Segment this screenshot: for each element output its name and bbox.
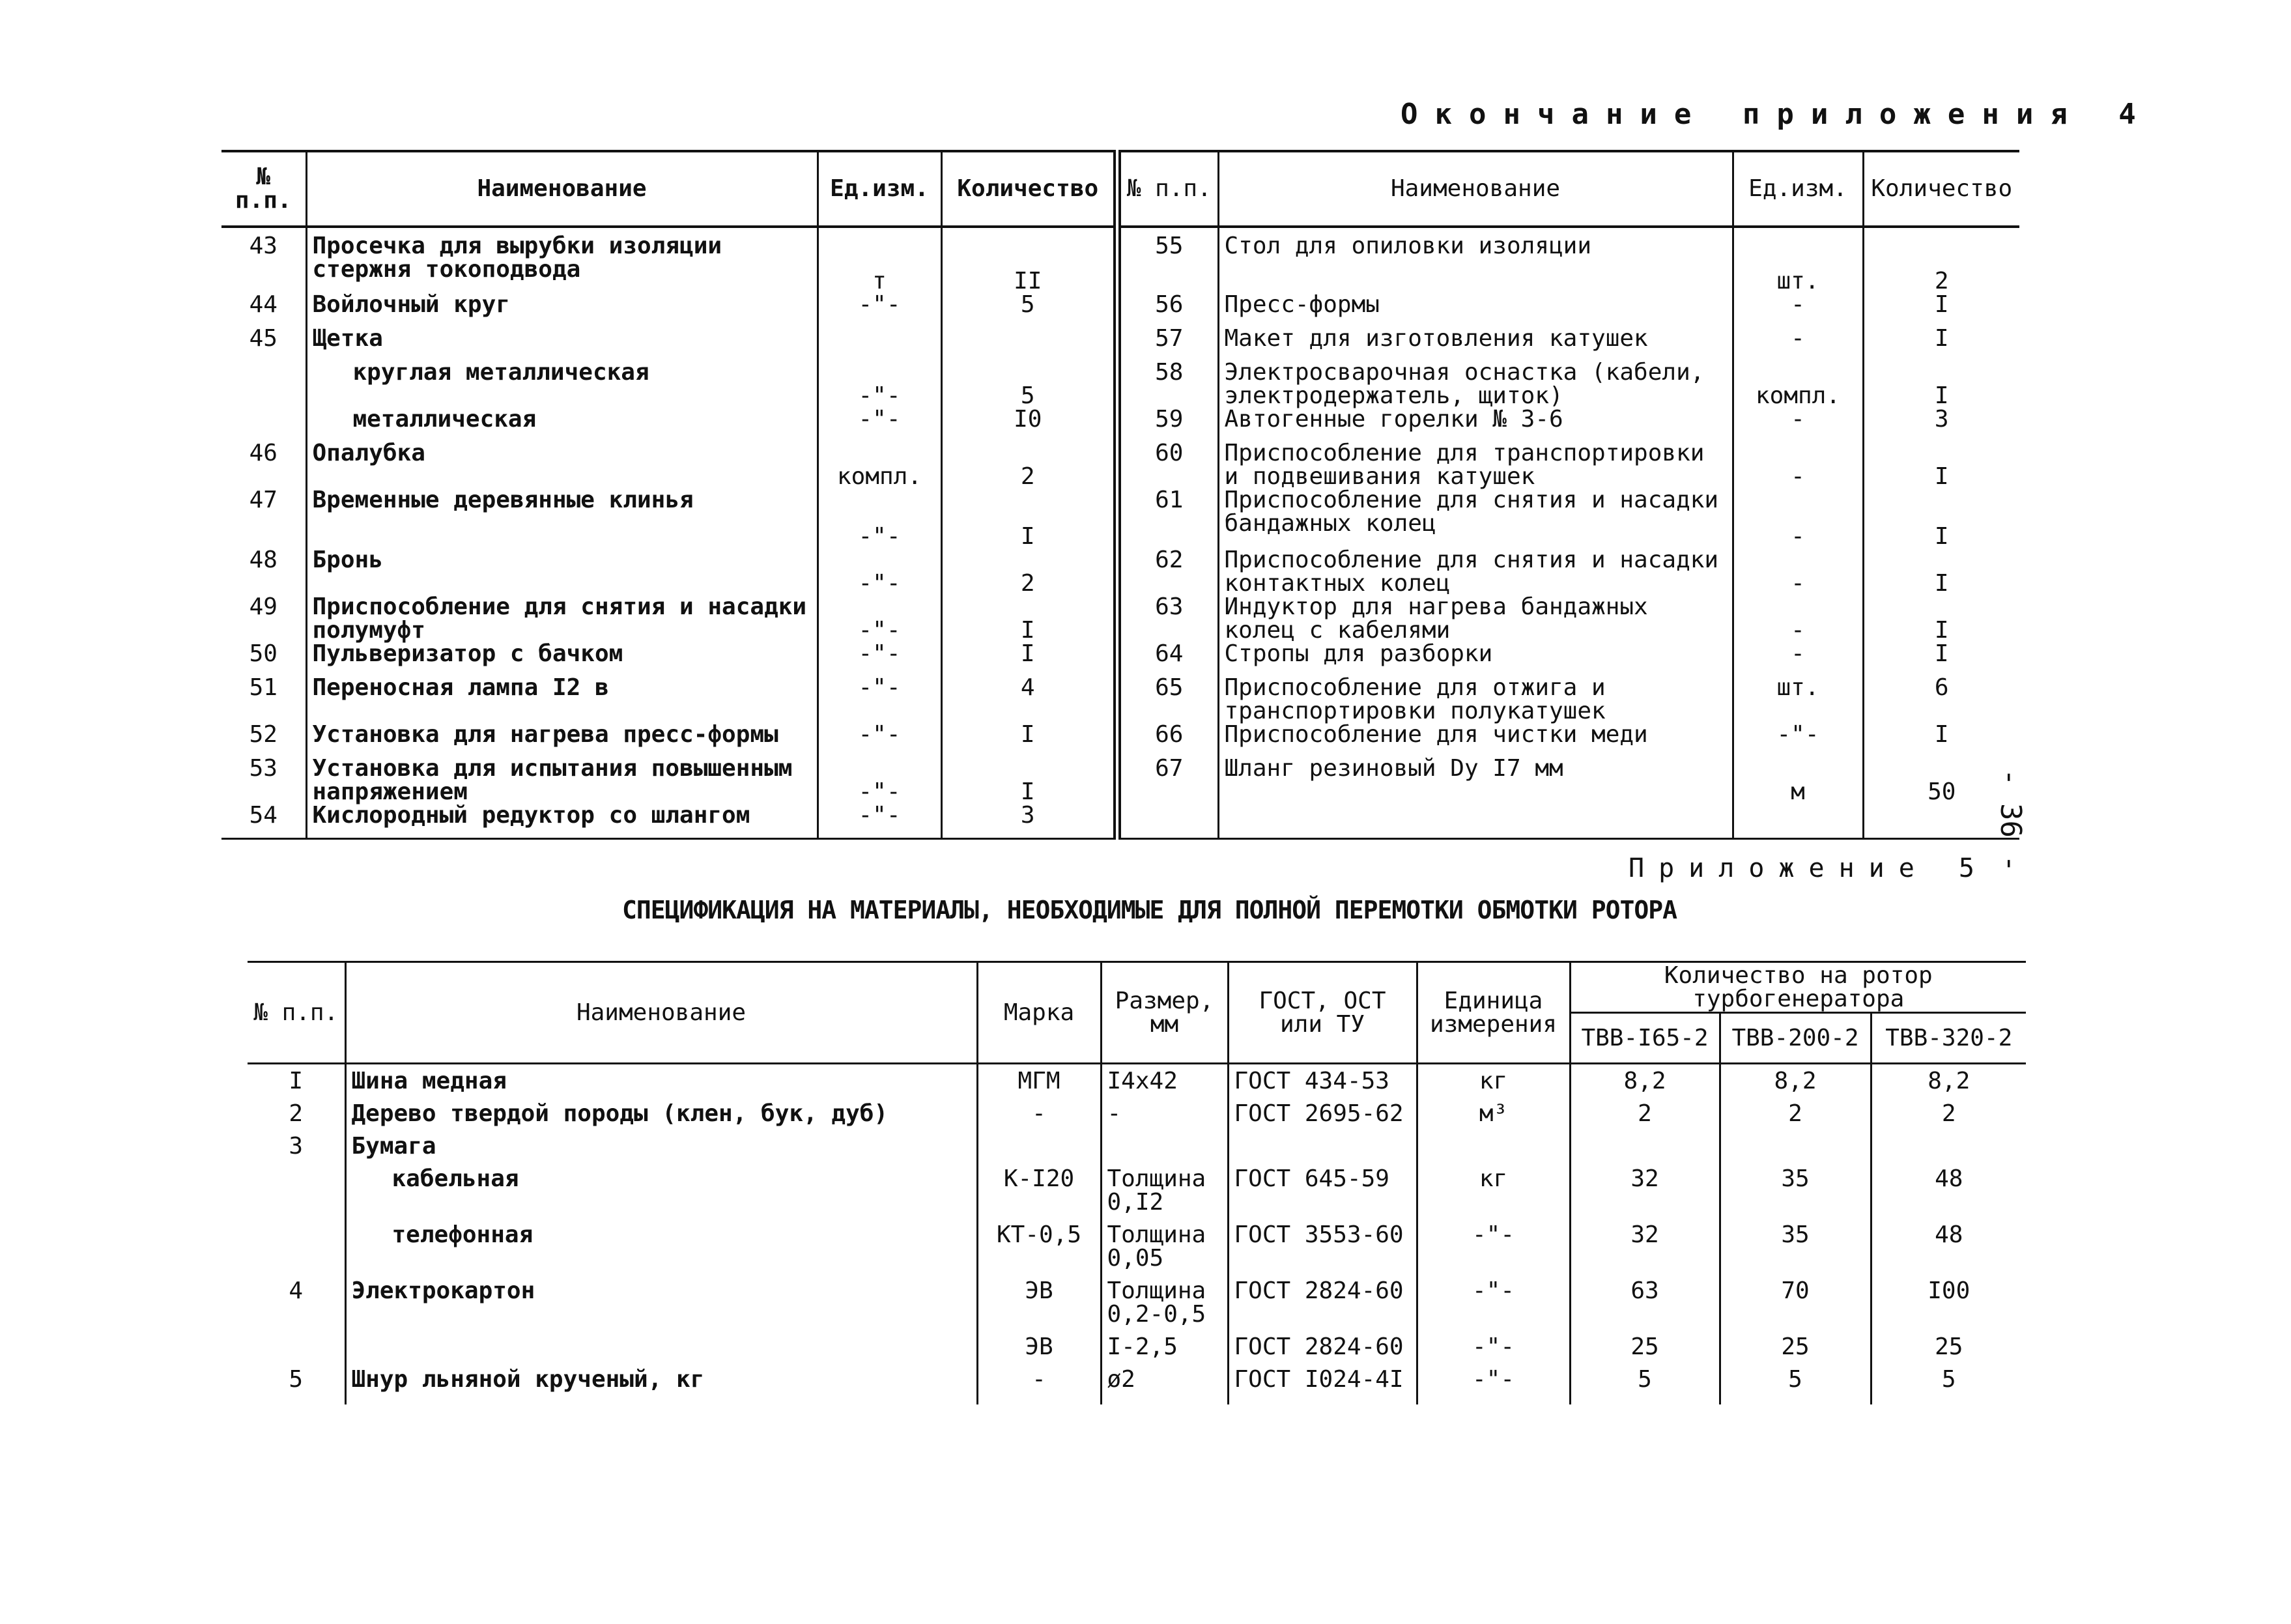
item-unit	[818, 327, 941, 361]
table-row	[221, 676, 2019, 723]
item-name: Индуктор для нагрева бандажных колец с кабелями	[1218, 595, 1733, 642]
item-number: 57	[1117, 327, 1218, 361]
material-brand: -	[977, 1368, 1101, 1404]
item-number: 44	[249, 291, 277, 318]
material-name	[345, 1335, 977, 1368]
item-unit: -	[1733, 408, 1863, 442]
item-number: 46	[249, 440, 277, 466]
table-row	[248, 1223, 2026, 1279]
item-quantity: I	[1863, 442, 2019, 489]
qty-tvv-165: 2	[1570, 1102, 1720, 1135]
item-number: 60	[1117, 442, 1218, 489]
item-name: Установка для нагрева пресс-формы	[306, 723, 818, 757]
table-row	[221, 642, 2019, 676]
material-brand: К-I20	[977, 1167, 1101, 1223]
item-unit: -"-	[818, 408, 941, 442]
appendix4-header-row	[221, 151, 2019, 227]
material-name: Шнур льняной крученый, кг	[345, 1368, 977, 1404]
col-header-unit: Ед.изм.	[818, 151, 941, 227]
qty-tvv-320: 5	[1871, 1368, 2026, 1404]
material-name: Электрокартон	[345, 1279, 977, 1335]
material-name: телефонная	[345, 1223, 977, 1279]
spec-header-unit: Единица измерения	[1417, 962, 1570, 1064]
qty-tvv-165: 8,2	[1570, 1064, 1720, 1103]
qty-tvv-320	[1871, 1135, 2026, 1167]
item-quantity: I	[1863, 642, 2019, 676]
item-name: Стропы для разборки	[1218, 642, 1733, 676]
item-name: Приспособление для отжига и транспортировки полукатушек	[1218, 676, 1733, 723]
qty-tvv-165: 5	[1570, 1368, 1720, 1404]
item-number	[221, 408, 306, 442]
table-row	[248, 1167, 2026, 1223]
item-name: Приспособление для чистки меди	[1218, 723, 1733, 757]
table-row	[221, 804, 2019, 839]
item-quantity: I	[1863, 361, 2019, 408]
item-number: 45	[249, 325, 277, 352]
row-number: 3	[289, 1133, 304, 1160]
item-unit: -"-	[1733, 723, 1863, 757]
item-name: Электросварочная оснастка (кабели, электродержатель, щиток)	[1218, 361, 1733, 408]
item-name: Стол для опиловки изоляции	[1218, 227, 1733, 293]
item-number: 67	[1117, 757, 1218, 804]
qty-tvv-200: 5	[1720, 1368, 1871, 1404]
qty-tvv-200	[1720, 1135, 1871, 1167]
item-name: Автогенные горелки № 3-6	[1218, 408, 1733, 442]
material-standard: ГОСТ 645-59	[1228, 1167, 1417, 1223]
qty-tvv-320: 48	[1871, 1223, 2026, 1279]
item-number: 58	[1117, 361, 1218, 408]
qty-tvv-200: 2	[1720, 1102, 1871, 1135]
item-quantity: 2	[941, 442, 1117, 489]
item-quantity: 50	[1863, 757, 2019, 804]
item-name: Войлочный круг	[306, 293, 818, 327]
col-header-qty: Количество	[941, 151, 1117, 227]
item-unit: м	[1733, 757, 1863, 804]
item-number: 47	[249, 487, 277, 513]
material-size	[1101, 1135, 1228, 1167]
qty-tvv-200: 35	[1720, 1167, 1871, 1223]
item-number: 52	[249, 721, 277, 748]
item-unit: -	[1733, 642, 1863, 676]
item-quantity: 2	[1863, 227, 2019, 293]
item-name: металлическая	[306, 408, 818, 442]
item-number: 62	[1117, 548, 1218, 595]
table-row	[221, 442, 2019, 489]
item-quantity: I	[1863, 595, 2019, 642]
item-quantity: I	[1863, 327, 2019, 361]
spec-header-model-2: ТВВ-200-2	[1720, 1013, 1871, 1064]
item-name: круглая металлическая	[306, 361, 818, 408]
row-number: 4	[289, 1277, 304, 1304]
material-standard: ГОСТ 434-53	[1228, 1064, 1417, 1103]
table-row	[221, 327, 2019, 361]
item-quantity: I	[1863, 548, 2019, 595]
col-header-unit-right: Ед.изм.	[1733, 151, 1863, 227]
item-quantity: I	[941, 595, 1117, 642]
item-number: 55	[1117, 227, 1218, 293]
item-number: 53	[249, 755, 277, 782]
spec-header-gost: ГОСТ, ОСТ или ТУ	[1228, 962, 1417, 1064]
qty-tvv-165	[1570, 1135, 1720, 1167]
item-number: 48	[249, 547, 277, 573]
item-number: 59	[1117, 408, 1218, 442]
qty-tvv-165: 32	[1570, 1223, 1720, 1279]
item-number	[221, 361, 306, 408]
item-unit: -"-	[818, 804, 941, 839]
item-name: Шланг резиновый Dу I7 мм	[1218, 757, 1733, 804]
item-number: 65	[1117, 676, 1218, 723]
item-unit: шт.	[1733, 227, 1863, 293]
appendix4-continuation-title: Окончание приложения 4	[1401, 98, 2153, 131]
item-number: 51	[249, 674, 277, 701]
item-quantity: 3	[1863, 408, 2019, 442]
item-unit: -	[1733, 595, 1863, 642]
table-row	[248, 1102, 2026, 1135]
item-quantity	[941, 327, 1117, 361]
item-name	[1218, 804, 1733, 839]
item-quantity: I	[1863, 293, 2019, 327]
table-row	[221, 489, 2019, 548]
item-name: Кислородный редуктор со шлангом	[306, 804, 818, 839]
item-name: Опалубка	[306, 442, 818, 489]
page-number: - 36 -	[1994, 769, 2027, 872]
item-unit: -	[1733, 293, 1863, 327]
item-quantity: I	[941, 723, 1117, 757]
appendix5-label: Приложение 5	[1629, 853, 1989, 883]
table-row	[221, 293, 2019, 327]
material-brand: -	[977, 1102, 1101, 1135]
material-unit: -"-	[1417, 1335, 1570, 1368]
item-number: 54	[249, 802, 277, 829]
material-standard: ГОСТ I024-4I	[1228, 1368, 1417, 1404]
qty-tvv-200: 8,2	[1720, 1064, 1871, 1103]
material-name: Шина медная	[345, 1064, 977, 1103]
row-number	[248, 1223, 345, 1279]
material-brand: КТ-0,5	[977, 1223, 1101, 1279]
material-name: Дерево твердой породы (клен, бук, дуб)	[345, 1102, 977, 1135]
item-name: Макет для изготовления катушек	[1218, 327, 1733, 361]
item-quantity: I	[1863, 723, 2019, 757]
table-row	[221, 361, 2019, 408]
col-header-name-right: Наименование	[1218, 151, 1733, 227]
material-size: Толщина 0,05	[1101, 1223, 1228, 1279]
material-standard: ГОСТ 3553-60	[1228, 1223, 1417, 1279]
material-size: -	[1101, 1102, 1228, 1135]
item-name: Пульверизатор с бачком	[306, 642, 818, 676]
table-row	[248, 1368, 2026, 1404]
qty-tvv-320: 48	[1871, 1167, 2026, 1223]
material-name: Бумага	[345, 1135, 977, 1167]
material-brand: МГМ	[977, 1064, 1101, 1103]
item-name: Приспособление для снятия и насадки контактных колец	[1218, 548, 1733, 595]
item-name: Бронь	[306, 548, 818, 595]
spec-header-num: № п.п.	[248, 962, 345, 1064]
item-number: 50	[249, 640, 277, 667]
item-number: 63	[1117, 595, 1218, 642]
qty-tvv-320: 2	[1871, 1102, 2026, 1135]
item-number: 43	[249, 233, 277, 259]
item-unit: -	[1733, 327, 1863, 361]
table-row	[248, 1135, 2026, 1167]
material-brand: ЭВ	[977, 1279, 1101, 1335]
item-unit: т	[818, 227, 941, 293]
material-size: I-2,5	[1101, 1335, 1228, 1368]
spec-header-brand: Марка	[977, 962, 1101, 1064]
material-standard: ГОСТ 2824-60	[1228, 1279, 1417, 1335]
material-unit	[1417, 1135, 1570, 1167]
item-unit: -"-	[818, 548, 941, 595]
item-unit: -"-	[818, 757, 941, 804]
item-quantity: 5	[941, 293, 1117, 327]
item-unit: компл.	[818, 442, 941, 489]
spec-header-qty-group: Количество на ротор турбогенератора	[1570, 962, 2026, 1013]
material-unit: м³	[1417, 1102, 1570, 1135]
item-unit: компл.	[1733, 361, 1863, 408]
material-unit: -"-	[1417, 1279, 1570, 1335]
qty-tvv-200: 35	[1720, 1223, 1871, 1279]
table-row	[221, 227, 2019, 293]
qty-tvv-200: 25	[1720, 1335, 1871, 1368]
item-unit: шт.	[1733, 676, 1863, 723]
col-header-qty-right: Количество	[1863, 151, 2019, 227]
item-name: Установка для испытания повышенным напряжением	[306, 757, 818, 804]
item-quantity: I	[941, 642, 1117, 676]
material-unit: кг	[1417, 1167, 1570, 1223]
item-number: 56	[1117, 293, 1218, 327]
item-quantity: 6	[1863, 676, 2019, 723]
table-row	[221, 595, 2019, 642]
qty-tvv-165: 63	[1570, 1279, 1720, 1335]
spec-header-model-3: ТВВ-320-2	[1871, 1013, 2026, 1064]
item-name: Временные деревянные клинья	[306, 489, 818, 548]
item-number: 66	[1117, 723, 1218, 757]
item-unit: -	[1733, 548, 1863, 595]
item-quantity: I	[941, 489, 1117, 548]
item-unit: -	[1733, 489, 1863, 548]
material-unit: кг	[1417, 1064, 1570, 1103]
item-unit: -"-	[818, 723, 941, 757]
material-size: I4x42	[1101, 1064, 1228, 1103]
item-number	[1117, 804, 1218, 839]
material-unit: -"-	[1417, 1368, 1570, 1404]
row-number	[248, 1335, 345, 1368]
item-quantity: I	[941, 757, 1117, 804]
row-number: 5	[289, 1366, 304, 1393]
item-unit: -"-	[818, 361, 941, 408]
appendix5-table	[248, 961, 2026, 1404]
table-row	[221, 408, 2019, 442]
item-quantity: 4	[941, 676, 1117, 723]
material-size: ø2	[1101, 1368, 1228, 1404]
table-row	[221, 548, 2019, 595]
col-header-name: Наименование	[306, 151, 818, 227]
appendix4-table	[221, 150, 2019, 840]
item-unit: -"-	[818, 293, 941, 327]
spec-header-name: Наименование	[345, 962, 977, 1064]
row-number: I	[248, 1064, 345, 1103]
item-name: Приспособление для снятия и насадки полумуфт	[306, 595, 818, 642]
item-quantity: 3	[941, 804, 1117, 839]
material-brand	[977, 1135, 1101, 1167]
item-name: Приспособление для транспортировки и подвешивания катушек	[1218, 442, 1733, 489]
item-name: Просечка для вырубки изоляции стержня токоподвода	[306, 227, 818, 293]
material-standard: ГОСТ 2824-60	[1228, 1335, 1417, 1368]
item-quantity: I0	[941, 408, 1117, 442]
item-unit: -"-	[818, 595, 941, 642]
material-brand: ЭВ	[977, 1335, 1101, 1368]
qty-tvv-165: 25	[1570, 1335, 1720, 1368]
item-quantity: 5	[941, 361, 1117, 408]
col-header-num: № п.п.	[221, 151, 306, 227]
qty-tvv-200: 70	[1720, 1279, 1871, 1335]
qty-tvv-320: 8,2	[1871, 1064, 2026, 1103]
item-unit	[1733, 804, 1863, 839]
item-unit: -"-	[818, 676, 941, 723]
table-row	[221, 723, 2019, 757]
qty-tvv-320: 25	[1871, 1335, 2026, 1368]
material-standard: ГОСТ 2695-62	[1228, 1102, 1417, 1135]
qty-tvv-320: I00	[1871, 1279, 2026, 1335]
item-unit: -"-	[818, 489, 941, 548]
spec-header-size: Размер, мм	[1101, 962, 1228, 1064]
material-name: кабельная	[345, 1167, 977, 1223]
qty-tvv-165: 32	[1570, 1167, 1720, 1223]
item-number: 61	[1117, 489, 1218, 548]
row-number	[248, 1167, 345, 1223]
item-name: Приспособление для снятия и насадки бандажных колец	[1218, 489, 1733, 548]
table-row	[221, 757, 2019, 804]
spec-header-model-1: ТВВ-I65-2	[1570, 1013, 1720, 1064]
item-quantity: I	[1863, 489, 2019, 548]
table-row	[248, 1335, 2026, 1368]
appendix5-header-row	[248, 962, 2026, 1013]
item-quantity: 2	[941, 548, 1117, 595]
item-name: Щетка	[306, 327, 818, 361]
material-size: Толщина 0,2-0,5	[1101, 1279, 1228, 1335]
item-unit: -"-	[818, 642, 941, 676]
table-row	[248, 1279, 2026, 1335]
material-size: Толщина 0,I2	[1101, 1167, 1228, 1223]
appendix5-title: СПЕЦИФИКАЦИЯ НА МАТЕРИАЛЫ, НЕОБХОДИМЫЕ ДЛЯ ПОЛНОЙ ПЕРЕМОТКИ ОБМОТКИ РОТОРА	[622, 896, 1677, 924]
item-name: Пресс-формы	[1218, 293, 1733, 327]
item-quantity: II	[941, 227, 1117, 293]
item-name: Переносная лампа I2 в	[306, 676, 818, 723]
table-row	[248, 1064, 2026, 1103]
material-standard	[1228, 1135, 1417, 1167]
item-number: 64	[1117, 642, 1218, 676]
material-unit: -"-	[1417, 1223, 1570, 1279]
row-number: 2	[289, 1100, 304, 1127]
item-number: 49	[249, 593, 277, 620]
item-unit: -	[1733, 442, 1863, 489]
col-header-num-right: № п.п.	[1117, 151, 1218, 227]
